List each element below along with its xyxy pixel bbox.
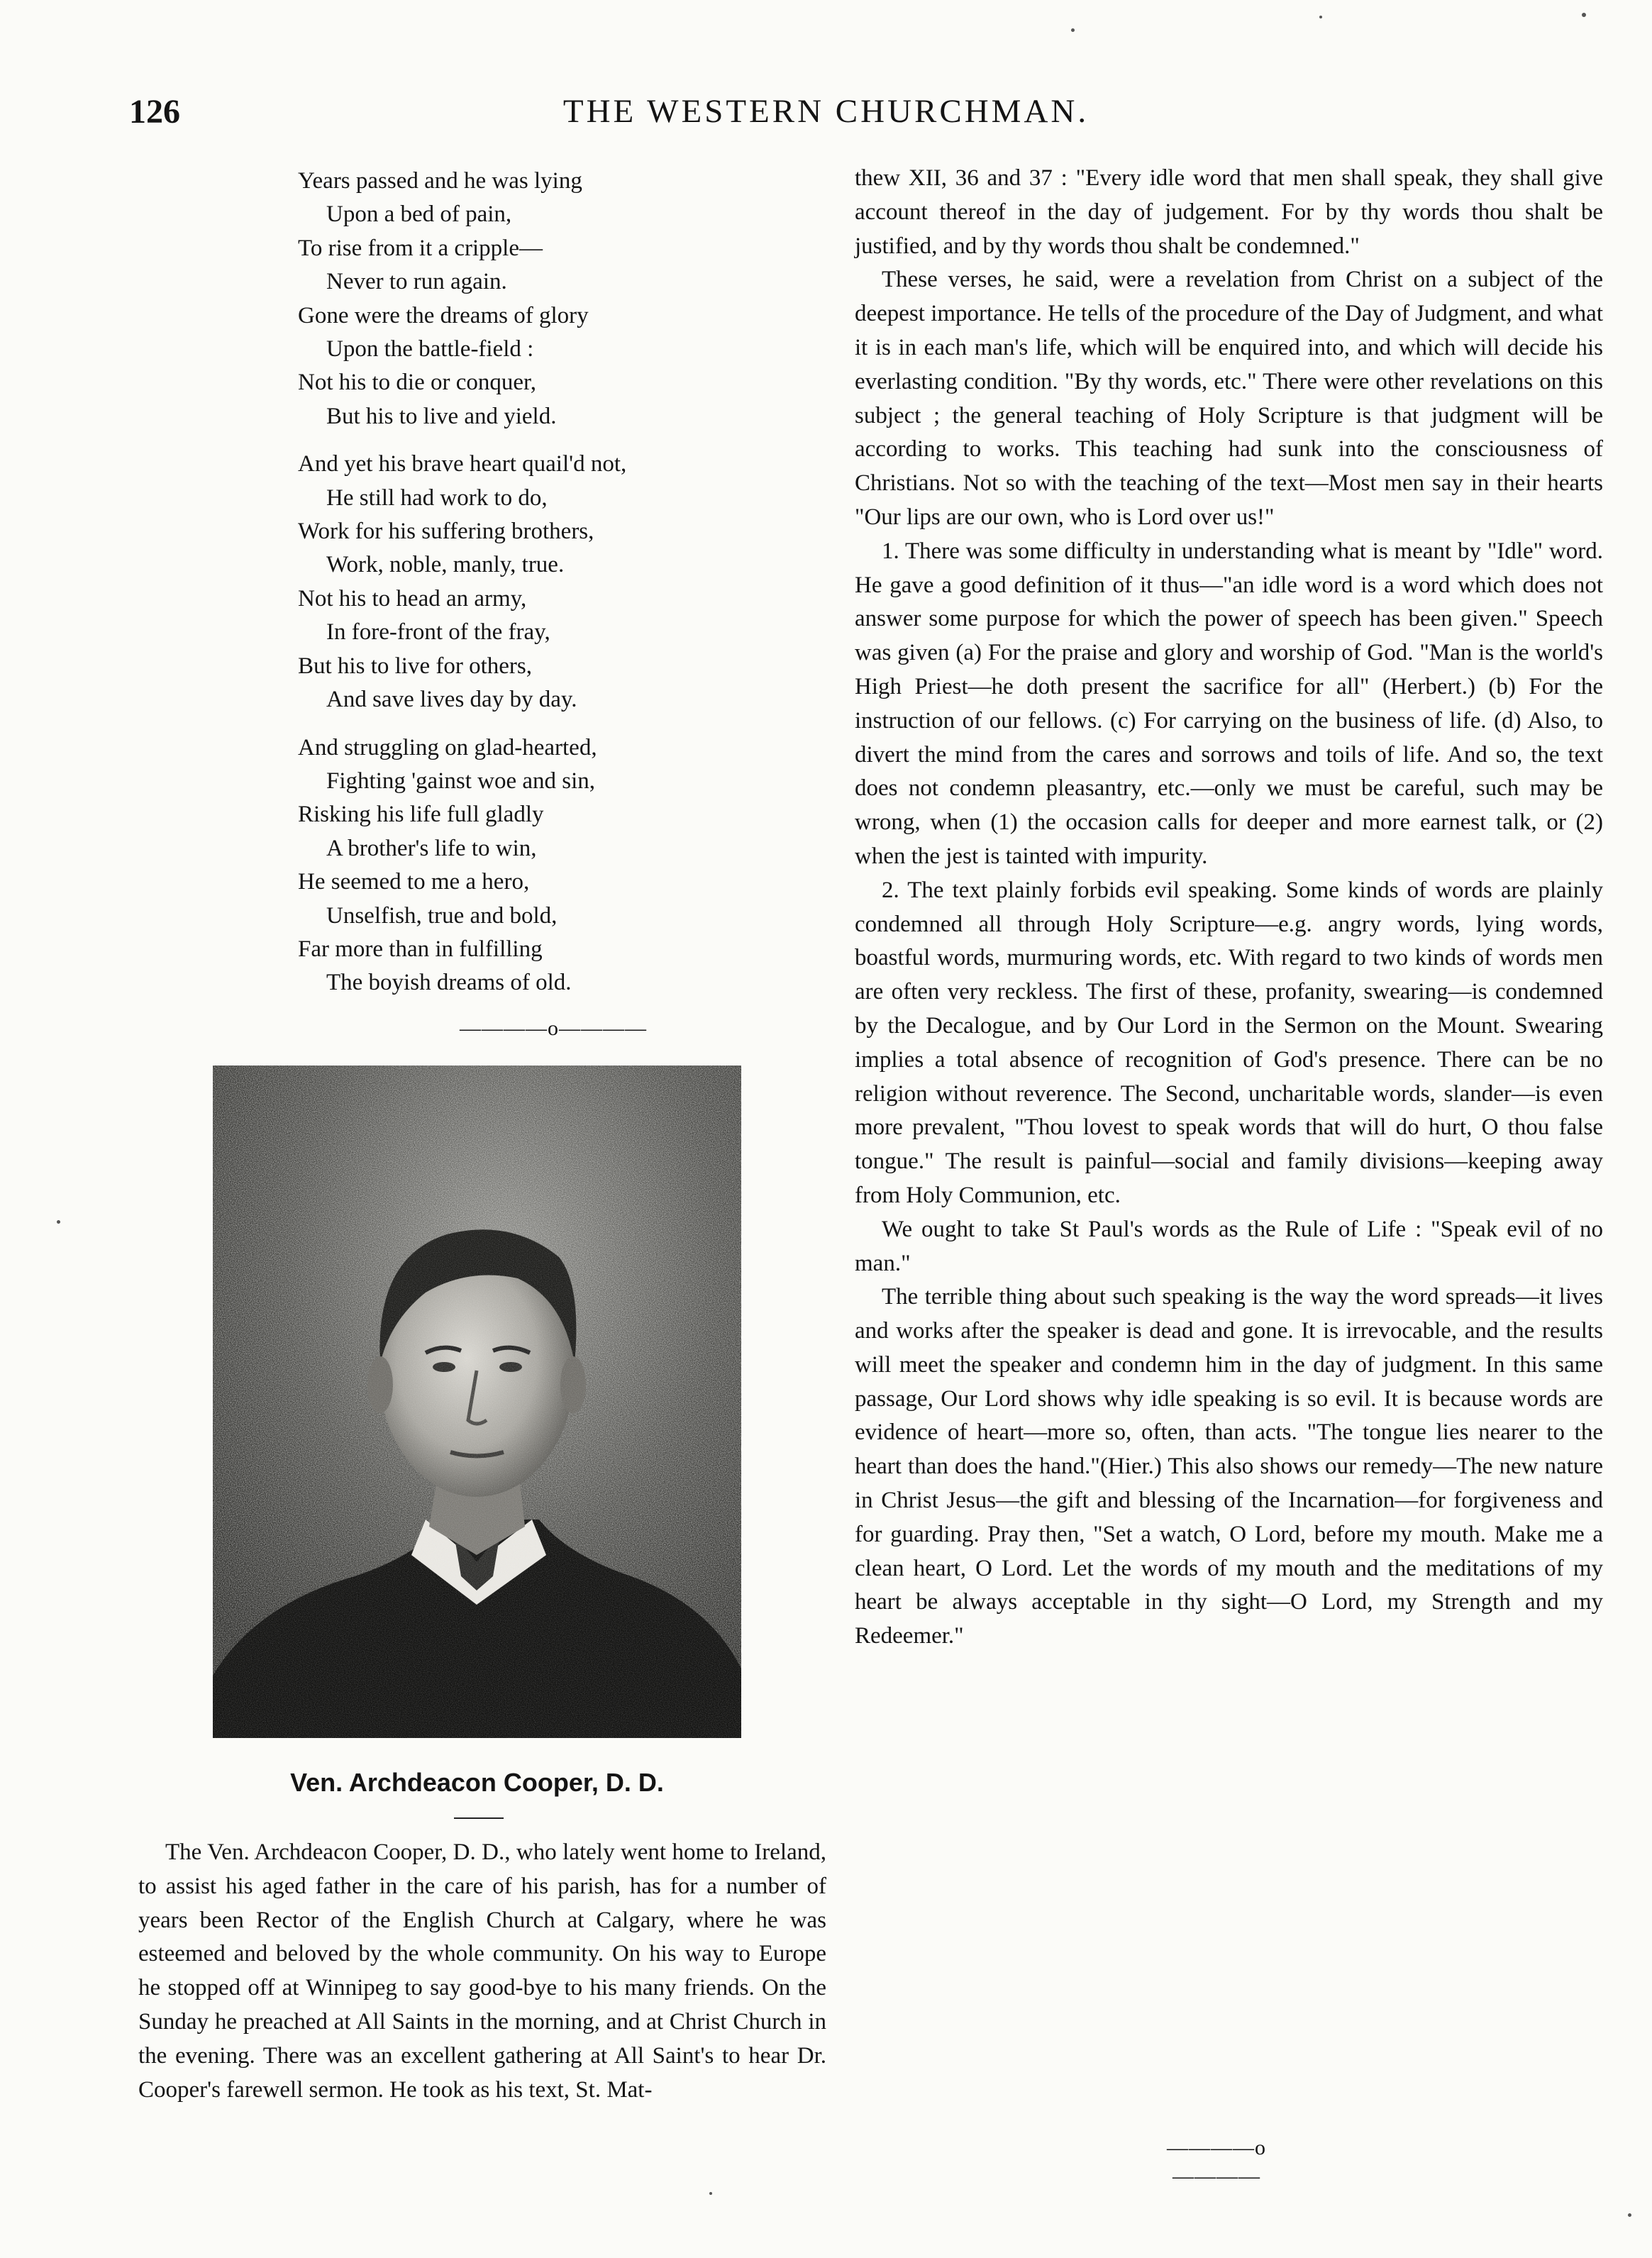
poem-line: He seemed to me a hero,: [298, 869, 530, 895]
scan-speck: [57, 1220, 60, 1224]
poem-stanza: [298, 731, 809, 1000]
scan-speck: [1319, 16, 1322, 18]
poem-line: Gone were the dreams of glory: [298, 302, 589, 328]
right-column: [855, 162, 1603, 1654]
scan-speck: [709, 2192, 712, 2195]
photo-caption: Ven. Archdeacon Cooper, D. D.: [290, 1768, 664, 1797]
poem-stanza: [298, 165, 809, 433]
poem-line: To rise from it a cripple—: [298, 235, 543, 261]
article-paragraph: The Ven. Archdeacon Cooper, D. D., who lately went home to Ireland, to assist his aged father in the care of his parish, has for a number of years been Rector of the English Church at Calgary, where he was esteemed and beloved by the whole community. On his way to Europe he stopped off at Winnipeg to say good-bye to his many friends. On the Sunday he preached at All Saints in the morning, and at Christ Church in the evening. There was an excellent gathering at All Saint's to hear Dr. Cooper's farewell sermon. He took as his text, St. Mat-: [138, 1839, 826, 2103]
poem-line: But his to live for others,: [298, 653, 532, 679]
scan-speck: [1582, 13, 1586, 17]
article-paragraph: The terrible thing about such speaking is the way the word spreads—it lives and works after the speaker is dead and gone. It is irrevocable, and the results will meet the speaker and condemn him in the day of judgment. In this same passage, Our Lord shows why idle speaking is so evil. It is because words are evidence of heart—more so, often, than acts. "The tongue lies nearer to the heart than does the hand."(Hier.) This also shows our remedy—The new nature in Christ Jesus—the gift and blessing of the Incarnation—for forgiveness and for guarding. Pray then, "Set a watch, O Lord, before my mouth. Make me a clean heart, O Lord. Let the words of my mouth and the meditations of my heart be always acceptable in thy sight—O Lord, my Strength and my Redeemer.": [855, 1284, 1603, 1649]
article-paragraph: 1. There was some difficulty in understanding what is meant by "Idle" word. He gave a good definition of it thus—"an idle word is a word which does not answer some purpose for which the power of speech has been given." Speech was given (a) For the praise and glory and worship of God. "Man is the world's High Priest—he doth present the sacrifice for all" (Herbert.) (b) For the instruction of our fellows. (c) For carrying on the business of life. (d) Also, to divert the mind from the cares and sorrows and toils of life. And so, the text does not condemn pleasantry, etc.—only we must be careful, such may be wrong, when (1) the occasion calls for deeper and more earnest talk, or (2) when the jest is tainted with impurity.: [855, 538, 1603, 869]
poem-line: Unselfish, true and bold,: [326, 902, 558, 929]
article-paragraph: We ought to take St Paul's words as the Rule of Life : "Speak evil of no man.": [855, 1216, 1603, 1276]
poem-line: In fore-front of the fray,: [326, 619, 550, 646]
poem-line: Years passed and he was lying: [298, 168, 582, 194]
poem-line: Not his to head an army,: [298, 585, 527, 611]
scan-speck: [1071, 28, 1075, 32]
poem-line: Not his to die or conquer,: [298, 370, 536, 396]
left-column: [160, 165, 833, 1043]
poem-line: Work for his suffering brothers,: [298, 519, 594, 545]
article-paragraph: These verses, he said, were a revelation from Christ on a subject of the deepest importance. He tells of the procedure of the Day of Judgment, and what it is in each man's life, which will be enquired into, and which will decide his everlasting condition. "By thy words, etc." There were other revelations on this subject ; the general teaching of Holy Scripture is that judgment will be according to works. This teaching had sunk into the consciousness of Christians. Not so with the teaching of the text—Most men say in their hearts "Our lips are our own, who is Lord over us!": [855, 267, 1603, 530]
page-number: 126: [129, 93, 180, 131]
poem-line: Risking his life full gladly: [298, 802, 544, 828]
running-head: [0, 92, 1652, 135]
poem-line: Never to run again.: [326, 269, 507, 295]
section-divider: ————o————: [460, 1016, 647, 1040]
poem-line: Upon a bed of pain,: [326, 201, 512, 228]
poem-line: Fighting 'gainst woe and sin,: [326, 768, 596, 794]
poem-line: Upon the battle-field :: [326, 336, 534, 363]
portrait-photo: [213, 1066, 741, 1738]
end-ornament: ————o————: [1167, 2136, 1266, 2188]
portrait-image: [213, 1066, 741, 1738]
poem-line: And yet his brave heart quail'd not,: [298, 451, 627, 477]
poem-stanza: [298, 448, 809, 716]
poem-line: He still had work to do,: [326, 485, 548, 511]
caption-rule: [454, 1817, 504, 1819]
article-paragraph: 2. The text plainly forbids evil speaking. Some kinds of words are plainly condemned all through Holy Scripture—e.g. angry words, lying words, boastful words, murmuring words, etc. With regard to two kinds of words men are often very reckless. The first of these, profanity, swearing—is condemned by the Decalogue, and by Our Lord in the Sermon on the Mount. Swearing implies a total absence of recognition of God's presence. There can be no religion without reverence. The Second, uncharitable words, slander—is even more prevalent, "Thou lovest to speak words that will do hurt, O thou false tongue." The result is painful—social and family divisions—keeping away from Holy Communion, etc.: [855, 877, 1603, 1208]
scan-speck: [1628, 2213, 1631, 2217]
journal-title: THE WESTERN CHURCHMAN.: [562, 93, 1090, 130]
poem-line: And struggling on glad-hearted,: [298, 734, 597, 760]
article-left-body: [138, 1836, 826, 2107]
poem-line: But his to live and yield.: [326, 403, 557, 429]
article-paragraph: thew XII, 36 and 37 : "Every idle word that men shall speak, they shall give account thereof in the day of judgement. For by thy words thou shalt be justified, and by thy words thou shalt be condemned.": [855, 165, 1603, 259]
poem-line: Far more than in fulfilling: [298, 936, 543, 962]
poem-line: Work, noble, manly, true.: [326, 552, 565, 578]
poem-line: And save lives day by day.: [326, 687, 577, 713]
poem-line: The boyish dreams of old.: [326, 970, 572, 996]
poem: [298, 165, 809, 1000]
poem-line: A brother's life to win,: [326, 835, 537, 861]
